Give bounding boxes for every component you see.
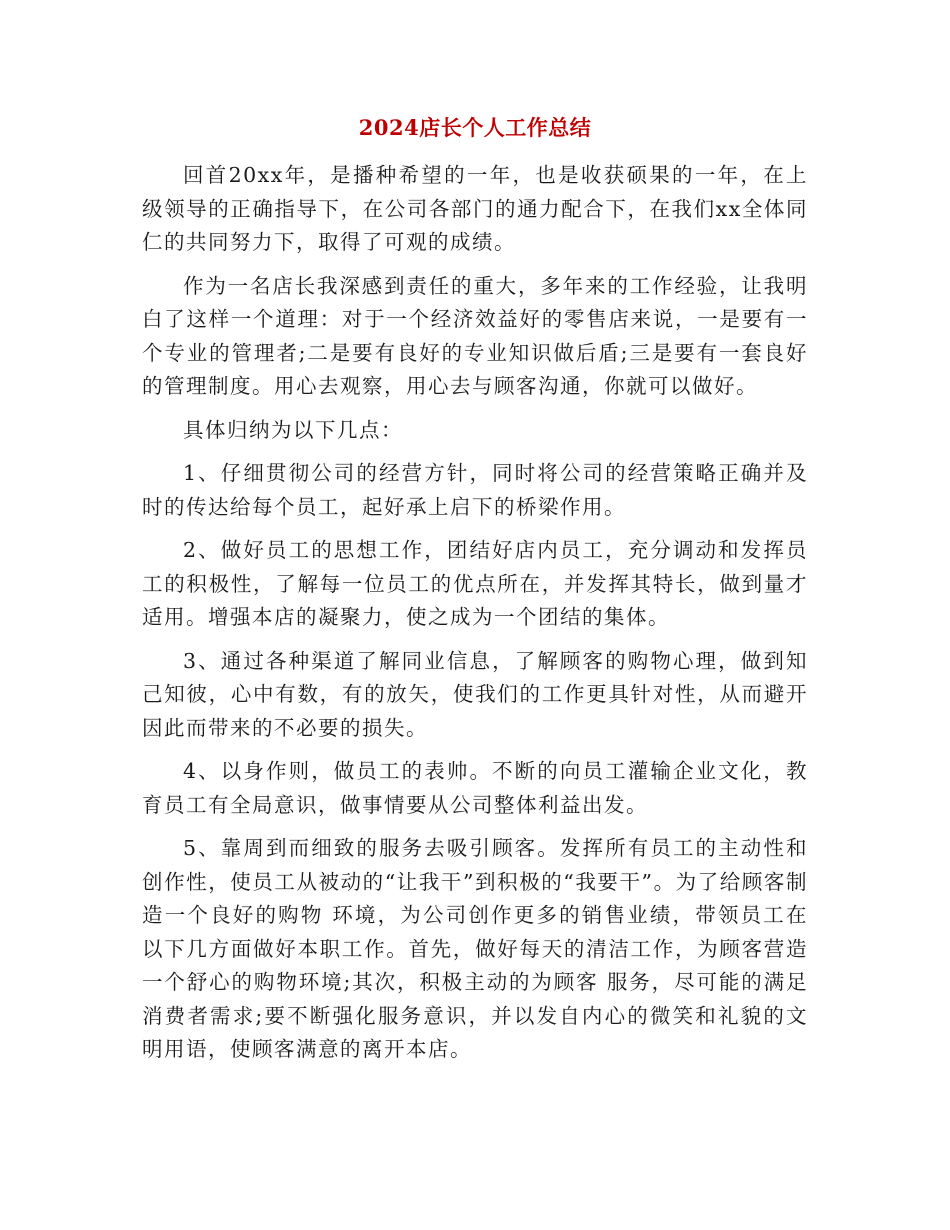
paragraph-gap — [142, 745, 808, 755]
paragraph-gap — [142, 524, 808, 534]
paragraph-gap — [142, 822, 808, 832]
document-page — [142, 110, 808, 1067]
paragraph-point-4: 4、以身作则，做员工的表帅。不断的向员工灌输企业文化，教育员工有全局意识，做事情要从公司整体利益出发。 — [142, 759, 808, 817]
paragraph-responsibility: 作为一名店长我深感到责任的重大，多年来的工作经验，让我明白了这样一个道理：对于一个经济效益好的零售店来说，一是要有一个专业的管理者;二是要有良好的专业知识做后盾;三是要有一套良好的管理制度。用心去观察，用心去与顾客沟通，你就可以做好。 — [142, 273, 808, 398]
paragraph-point-2: 2、做好员工的思想工作，团结好店内员工，充分调动和发挥员工的积极性，了解每一位员工的优点所在，并发挥其特长，做到量才适用。增强本店的凝聚力，使之成为一个团结的集体。 — [142, 538, 808, 629]
document-title: 2024店长个人工作总结 — [358, 115, 592, 140]
paragraph-point-1: 1、仔细贯彻公司的经营方针，同时将公司的经营策略正确并及时的传达给每个员工，起好承上启下的桥梁作用。 — [142, 461, 808, 519]
paragraph-gap — [142, 404, 808, 414]
paragraph-gap — [142, 635, 808, 645]
paragraph-intro: 回首20xx年，是播种希望的一年，也是收获硕果的一年，在上级领导的正确指导下，在公司各部门的通力配合下，在我们xx全体同仁的共同努力下，取得了可观的成绩。 — [142, 163, 808, 254]
paragraph-summary-lead: 具体归纳为以下几点： — [183, 417, 403, 442]
paragraph-gap — [142, 260, 808, 270]
paragraph-gap — [142, 447, 808, 457]
paragraph-point-5: 5、靠周到而细致的服务去吸引顾客。发挥所有员工的主动性和创作性，使员工从被动的“让我干”到积极的“我要干”。为了给顾客制造一个良好的购物 环境，为公司创作更多的销售业绩，带领员工在以下几方面做好本职工作。首先，做好每天的清洁工作，为顾客营造一个舒心的购物环境;其次，积极主动的为顾客 服务，尽可能的满足消费者需求;要不断强化服务意识，并以发自内心的微笑和礼貌的文明用语，使顾客满意的离开本店。 — [142, 836, 808, 1061]
paragraph-point-3: 3、通过各种渠道了解同业信息，了解顾客的购物心理，做到知己知彼，心中有数，有的放矢，使我们的工作更具针对性，从而避开因此而带来的不必要的损失。 — [142, 648, 808, 740]
